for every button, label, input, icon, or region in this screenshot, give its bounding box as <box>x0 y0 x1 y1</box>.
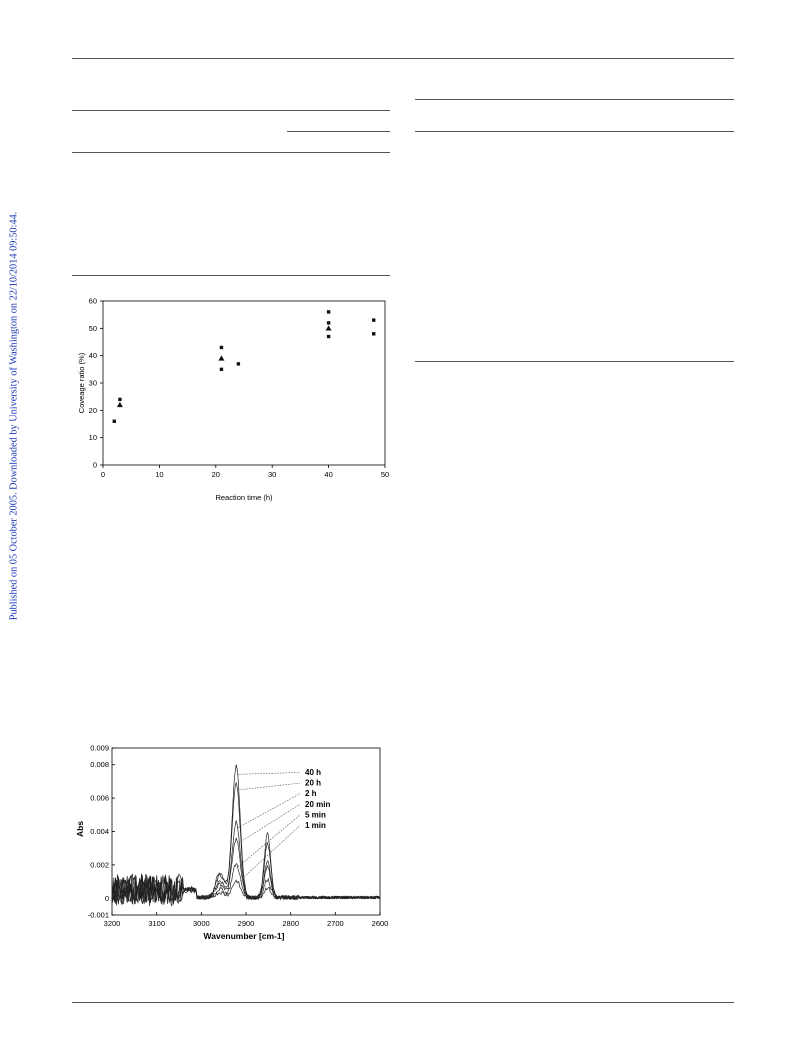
chart1-y-tick-label: 40 <box>88 351 97 361</box>
chart1-square-point <box>118 398 121 401</box>
chart2-x-axis-label: Wavenumber [cm-1] <box>203 931 285 941</box>
chart2-series-line <box>112 765 380 902</box>
header-rule <box>72 58 734 59</box>
table-bottom-rule-left <box>72 275 390 276</box>
chart2-series-line <box>112 820 380 904</box>
chart2-x-tick-label: 2900 <box>237 919 255 928</box>
chart1-y-tick-label: 10 <box>88 433 97 443</box>
chart2-y-tick-label: 0 <box>104 893 109 903</box>
chart1-square-point <box>327 321 330 324</box>
table-header-rule-right <box>415 131 734 132</box>
chart1-triangle-point <box>117 402 123 407</box>
chart1-square-point <box>372 332 375 335</box>
chart2-y-tick-label: 0.008 <box>90 760 109 770</box>
chart1-square-point <box>113 420 116 423</box>
chart2-leader-line <box>238 826 300 883</box>
chart2-plot-frame <box>112 748 380 915</box>
table-top-rule-right <box>415 99 734 100</box>
chart1-plot-frame <box>103 301 385 465</box>
chart1-x-tick-label: 50 <box>380 470 390 479</box>
chart2-x-tick-label: 2700 <box>326 919 344 928</box>
chart1-triangle-point <box>326 325 332 330</box>
publication-note <box>5 200 23 632</box>
chart2-series-line <box>112 783 380 904</box>
chart1-x-tick-label: 0 <box>100 470 106 479</box>
chart2-leader-line <box>238 804 300 843</box>
chart2-series-label: 20 min <box>305 799 331 809</box>
chart1-y-tick-label: 20 <box>88 405 97 415</box>
chart2-y-tick-label: 0.004 <box>90 827 109 836</box>
chart2-series-line <box>112 838 380 905</box>
chart1-square-point <box>327 310 330 313</box>
chart1-x-tick-label: 30 <box>268 470 277 479</box>
chart2-leader-line <box>238 794 300 828</box>
chart2-x-tick-label: 2800 <box>282 919 300 928</box>
chart2-x-tick-label: 3000 <box>192 919 210 928</box>
chart2-series-label: 1 min <box>305 821 326 830</box>
chart1-y-tick-label: 30 <box>88 378 97 388</box>
chart2-series-line <box>112 864 380 906</box>
footer-rule <box>72 1002 734 1003</box>
chart2-series-label: 40 h <box>305 768 322 777</box>
chart1-y-tick-label: 0 <box>92 460 97 470</box>
chart2-x-tick-label: 2600 <box>371 919 389 928</box>
chart1-square-point <box>220 368 223 371</box>
chart1-y-tick-label: 60 <box>88 296 97 306</box>
chart1-square-point <box>237 362 240 365</box>
chart2-y-tick-label: 0.002 <box>90 860 109 870</box>
chart2-series-label: 2 h <box>305 789 317 799</box>
chart1-square-point <box>220 346 223 349</box>
chart1-square-point <box>372 318 375 321</box>
chart1-x-axis-label: Reaction time (h) <box>215 493 273 502</box>
chart2-y-tick-label: -0.001 <box>87 910 109 920</box>
chart1-x-tick-label: 20 <box>211 470 220 479</box>
chart2-series-line <box>112 876 380 906</box>
chart2-series-label: 20 h <box>305 778 322 788</box>
chart2-series-label: 5 min <box>305 810 326 820</box>
chart1-triangle-point <box>218 355 224 360</box>
table-bottom-rule-right <box>415 361 734 362</box>
chart1-x-tick-label: 10 <box>155 470 164 479</box>
table-subheader-rule-left <box>287 131 390 132</box>
chart2-y-tick-label: 0.009 <box>90 743 109 753</box>
chart2-y-axis-label: Abs <box>75 820 85 838</box>
publication-note-text: Published on 05 October 2005. Downloaded by University of Washington on 22/10/2014 09:50:44. <box>8 211 20 621</box>
chart1-square-point <box>327 335 330 338</box>
table-header-rule-left <box>72 152 390 153</box>
chart2-leader-line <box>238 815 300 867</box>
table-top-rule-left <box>72 110 390 111</box>
chart1-x-tick-label: 40 <box>324 470 333 479</box>
chart2-leader-line <box>238 783 300 790</box>
chart2-leader-line <box>238 773 300 775</box>
chart1-y-tick-label: 50 <box>88 323 97 333</box>
chart2-x-tick-label: 3200 <box>103 919 121 928</box>
chart2-y-tick-label: 0.006 <box>90 793 109 803</box>
chart1-y-axis-label: Coveage ratio (%) <box>77 352 86 414</box>
chart2-x-tick-label: 3100 <box>148 919 166 928</box>
